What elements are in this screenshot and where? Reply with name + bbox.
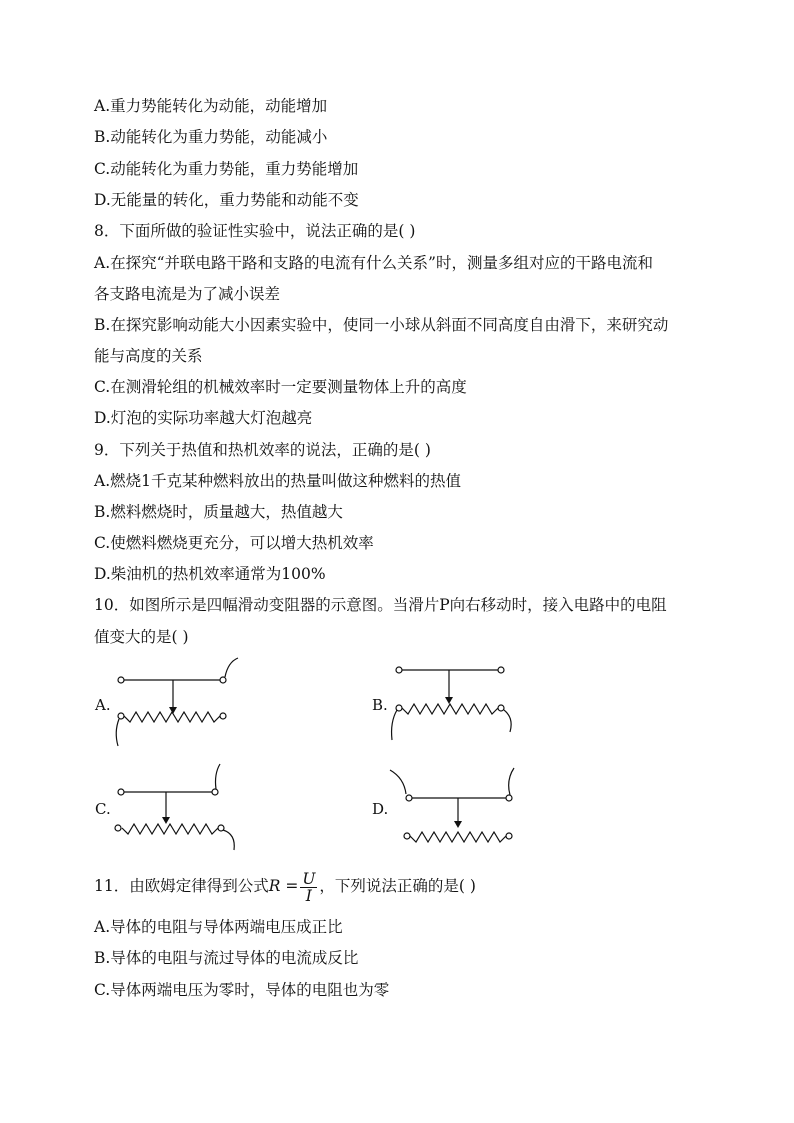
q11-stem-after: ，下列说法正确的是( ) <box>319 877 476 895</box>
q11-option-a: A.导体的电阻与导体两端电压成正比 <box>94 918 343 936</box>
diagram-b-label: B. <box>372 696 388 714</box>
q10-stem-line1: 10．如图所示是四幅滑动变阻器的示意图。当滑片P向右移动时，接入电路中的电阻 <box>94 596 667 614</box>
q9-option-b: B.燃料燃烧时，质量越大，热值越大 <box>94 503 343 521</box>
q9-stem: 9．下列关于热值和热机效率的说法，正确的是( ) <box>94 441 431 459</box>
q9-option-d: D.柴油机的热机效率通常为100% <box>94 565 326 583</box>
rheostat-diagram-c <box>110 760 250 860</box>
q8-option-a-line1: A.在探究“并联电路干路和支路的电流有什么关系”时，测量多组对应的干路电流和 <box>94 254 653 272</box>
q7-option-c: C.动能转化为重力势能，重力势能增加 <box>94 160 359 178</box>
q8-option-d: D.灯泡的实际功率越大灯泡越亮 <box>94 409 313 427</box>
q11-stem <box>94 868 476 904</box>
q7-option-b: B.动能转化为重力势能，动能减小 <box>94 128 328 146</box>
q9-option-c: C.使燃料燃烧更充分，可以增大热机效率 <box>94 534 374 552</box>
rheostat-diagram-a <box>110 652 250 752</box>
q8-option-c: C.在测滑轮组的机械效率时一定要测量物体上升的高度 <box>94 378 467 396</box>
q11-formula-fraction <box>300 871 317 904</box>
q9-option-a: A.燃烧1千克某种燃料放出的热量叫做这种燃料的热值 <box>94 472 461 490</box>
q11-formula-numerator: U <box>302 869 316 888</box>
q7-option-d: D.无能量的转化，重力势能和动能不变 <box>94 191 359 209</box>
q10-stem-line2: 值变大的是( ) <box>94 628 189 646</box>
diagram-d-label: D. <box>372 800 389 818</box>
diagram-a-label: A. <box>95 696 111 714</box>
q8-option-b-line1: B.在探究影响动能大小因素实验中，使同一小球从斜面不同高度自由滑下，来研究动 <box>94 316 669 334</box>
q7-option-a: A.重力势能转化为动能，动能增加 <box>94 97 328 115</box>
q8-option-b-line2: 能与高度的关系 <box>94 347 203 365</box>
q11-stem-before: 11．由欧姆定律得到公式 <box>94 877 269 895</box>
q11-option-b: B.导体的电阻与流过导体的电流成反比 <box>94 949 359 967</box>
rheostat-diagram-d <box>388 760 528 860</box>
q11-option-c: C.导体两端电压为零时，导体的电阻也为零 <box>94 981 390 999</box>
q8-stem: 8．下面所做的验证性实验中，说法正确的是( ) <box>94 222 416 240</box>
q11-formula-denominator: I <box>305 886 312 905</box>
rheostat-diagram-b <box>388 652 528 752</box>
diagram-c-label: C. <box>95 800 111 818</box>
q11-formula-lhs: R = <box>268 877 299 895</box>
q8-option-a-line2: 各支路电流是为了减小误差 <box>94 285 281 303</box>
